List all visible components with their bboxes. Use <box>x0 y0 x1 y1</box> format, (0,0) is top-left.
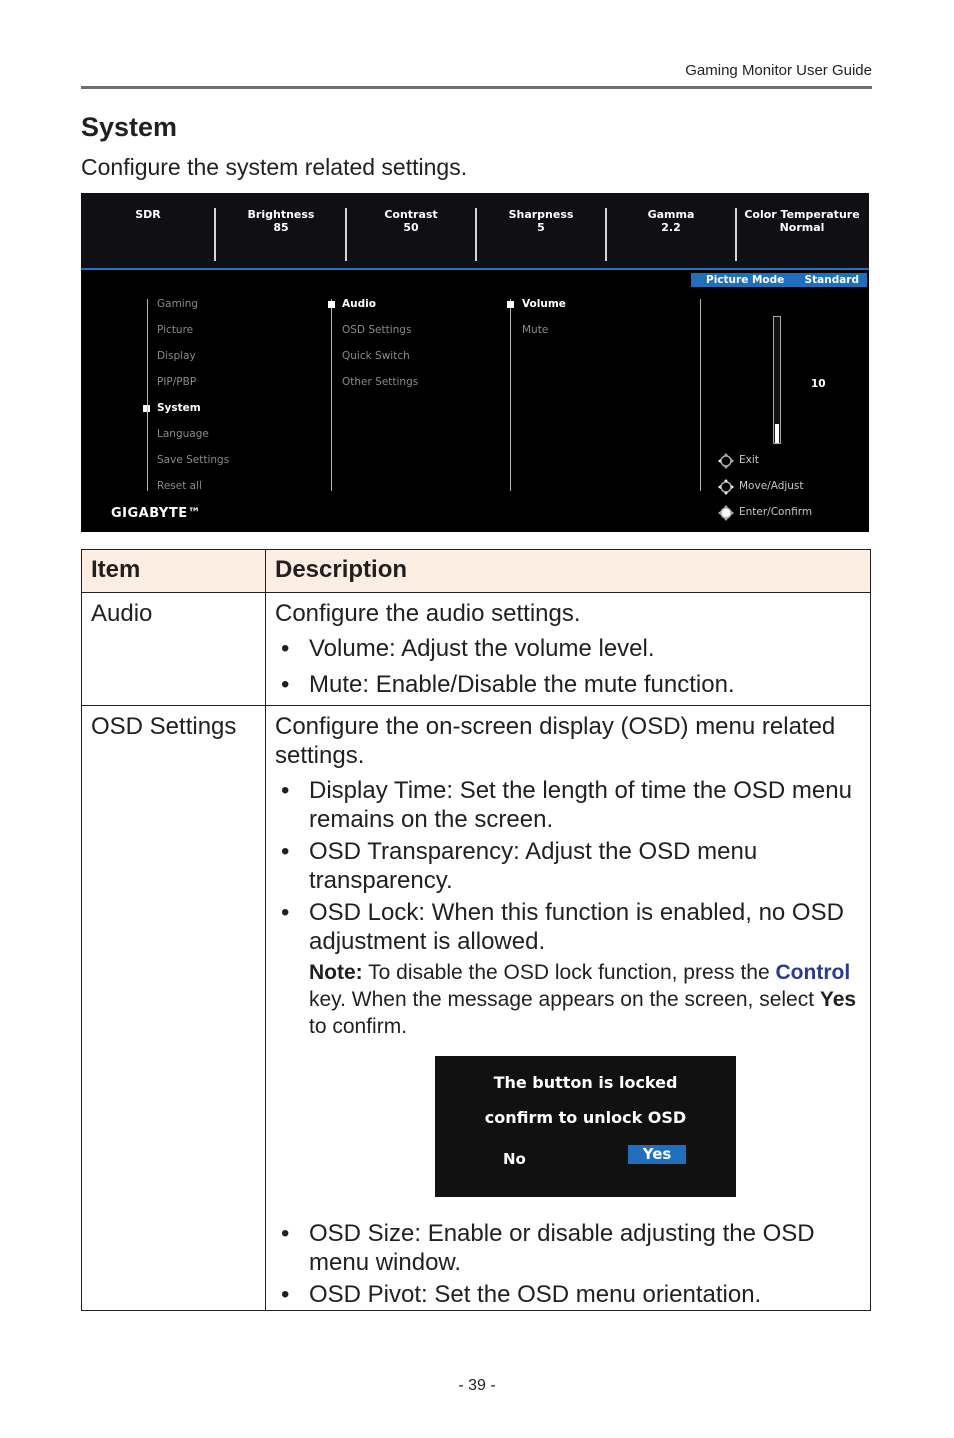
menu-item-display[interactable]: Display <box>157 350 196 362</box>
submenu-item-osd-settings[interactable]: OSD Settings <box>342 324 412 336</box>
status-gamma <box>606 208 736 260</box>
picture-mode-value: Standard <box>804 274 859 286</box>
osd-status-bar <box>81 193 869 270</box>
status-label: SDR <box>135 208 161 221</box>
note-control-key: Control <box>775 961 851 984</box>
menu-item-reset-all[interactable]: Reset all <box>157 480 202 492</box>
item-osd-settings: OSD Settings <box>82 706 266 1311</box>
osd-intro: Configure the on-screen display (OSD) menu related settings. <box>275 713 836 769</box>
note-text: to confirm. <box>309 1015 408 1038</box>
button-locked-dialog <box>435 1056 736 1197</box>
column-header-description: Description <box>266 550 871 593</box>
status-label: Color Temperature <box>744 208 860 221</box>
picture-mode-label: Picture Mode <box>706 274 785 286</box>
menu-item-system[interactable]: System <box>157 402 201 414</box>
osd-screenshot <box>81 193 869 532</box>
note-text: To disable the OSD lock function, press the <box>362 961 776 984</box>
table-header-row <box>82 550 871 593</box>
note-label: Note: <box>309 961 363 984</box>
status-label: Gamma <box>647 208 695 221</box>
osd-bullets <box>275 776 861 956</box>
section-title: System <box>81 112 178 142</box>
option-mute[interactable]: Mute <box>522 324 549 336</box>
osd-bullets-continued <box>275 1219 861 1309</box>
selection-marker <box>328 301 335 308</box>
volume-value: 10 <box>811 378 826 390</box>
dialog-yes-button[interactable]: Yes <box>628 1145 686 1164</box>
guide-title: Gaming Monitor User Guide <box>685 62 872 79</box>
menu-item-save-settings[interactable]: Save Settings <box>157 454 230 466</box>
menu-item-picture[interactable]: Picture <box>157 324 194 336</box>
list-item: • OSD Pivot: Set the OSD menu orientation. <box>275 1280 861 1309</box>
status-color-temperature <box>737 208 867 260</box>
menu-item-language[interactable]: Language <box>157 428 209 440</box>
menu-item-pip-pbp[interactable]: PIP/PBP <box>157 376 197 388</box>
list-item: • OSD Size: Enable or disable adjusting the OSD menu window. <box>275 1219 861 1277</box>
note-yes: Yes <box>819 988 857 1011</box>
audio-intro: Configure the audio settings. <box>275 600 581 627</box>
list-item: • OSD Lock: When this function is enabled, no OSD adjustment is allowed. <box>275 898 861 956</box>
list-item: • Mute: Enable/Disable the mute function. <box>275 670 861 699</box>
dialog-message: The button is locked <box>493 1073 678 1092</box>
submenu-item-quick-switch[interactable]: Quick Switch <box>342 350 410 362</box>
column-divider <box>700 299 701 491</box>
volume-slider-fill <box>775 424 779 443</box>
status-label: Sharpness <box>508 208 574 221</box>
audio-bullets <box>275 634 861 699</box>
selection-marker <box>507 301 514 308</box>
status-value: 2.2 <box>661 221 681 234</box>
status-brightness <box>216 208 346 260</box>
volume-slider[interactable] <box>773 316 781 444</box>
status-value: 85 <box>273 221 289 234</box>
dialog-prompt: confirm to unlock OSD <box>484 1108 687 1127</box>
column-divider <box>510 299 511 491</box>
submenu-item-audio[interactable]: Audio <box>342 298 376 310</box>
dialog-no-button[interactable]: No <box>503 1150 526 1168</box>
list-item: • Display Time: Set the length of time the OSD menu remains on the screen. <box>275 776 861 834</box>
control-label: Enter/Confirm <box>739 506 813 518</box>
joystick-move-icon <box>717 478 735 496</box>
list-item: • Volume: Adjust the volume level. <box>275 634 861 663</box>
description-audio <box>266 593 871 706</box>
gigabyte-logo: GIGABYTE™ <box>111 506 202 521</box>
description-table <box>81 549 871 1311</box>
column-divider <box>147 299 148 491</box>
page-number: - 39 - <box>458 1377 496 1394</box>
joystick-press-icon <box>717 504 735 522</box>
status-value: 50 <box>403 221 419 234</box>
picture-mode-bar <box>691 273 867 287</box>
table-row <box>82 593 871 706</box>
status-label: Brightness <box>247 208 315 221</box>
table-row <box>82 706 871 1311</box>
status-contrast <box>346 208 476 260</box>
list-item: • OSD Transparency: Adjust the OSD menu transparency. <box>275 837 861 895</box>
item-audio: Audio <box>82 593 266 706</box>
status-label: Contrast <box>384 208 438 221</box>
description-osd-settings <box>266 706 871 1311</box>
control-label: Move/Adjust <box>739 480 804 492</box>
osd-lock-note <box>275 959 861 1040</box>
note-text: key. When the message appears on the screen, select <box>309 988 820 1011</box>
column-header-item: Item <box>82 550 266 593</box>
status-value: Normal <box>779 221 825 234</box>
section-subtitle: Configure the system related settings. <box>81 154 468 180</box>
header-rule <box>81 86 872 89</box>
status-value: 5 <box>537 221 545 234</box>
control-label: Exit <box>739 454 759 466</box>
status-sharpness <box>476 208 606 260</box>
option-volume[interactable]: Volume <box>522 298 566 310</box>
submenu-item-other-settings[interactable]: Other Settings <box>342 376 419 388</box>
menu-item-gaming[interactable]: Gaming <box>157 298 199 310</box>
status-sdr <box>83 208 213 260</box>
joystick-left-icon <box>717 452 735 470</box>
column-divider <box>331 299 332 491</box>
